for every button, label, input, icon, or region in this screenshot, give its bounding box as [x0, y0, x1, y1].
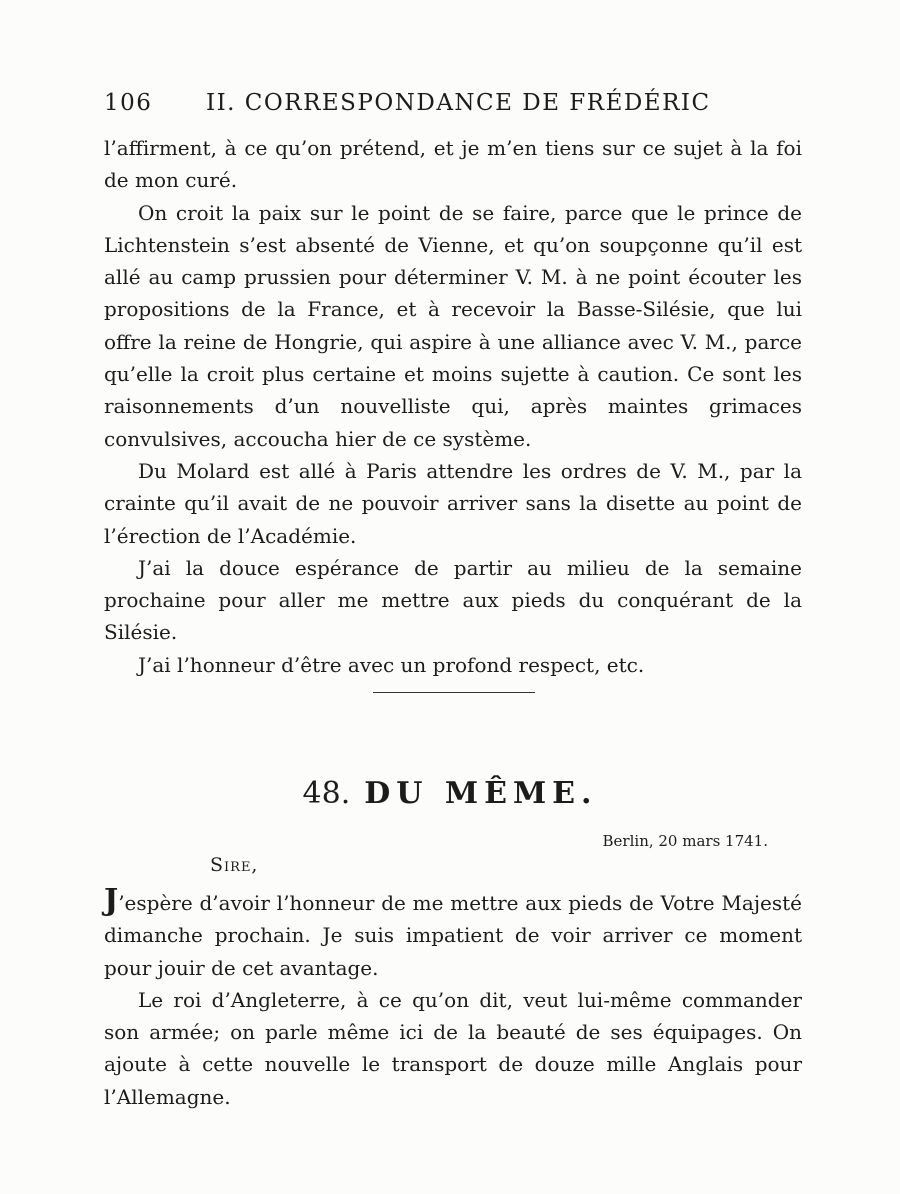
paragraph: J’ai la douce espérance de partir au milieu de la semaine prochaine pour aller me mettre aux pieds du conquérant de la Silésie.	[104, 555, 802, 645]
first-paragraph-text: ’espère d’avoir l’honneur de me mettre aux pieds de Votre Majesté dimanche prochain. Je suis impatient de voir arriver ce moment pour jouir de cet avantage.	[104, 891, 802, 980]
letter-heading	[0, 776, 900, 811]
section-divider	[373, 692, 535, 693]
running-title: II. CORRESPONDANCE DE FRÉDÉRIC	[206, 90, 711, 116]
paragraph: l’affirment, à ce qu’on prétend, et je m’en tiens sur ce sujet à la foi de mon curé.	[104, 136, 802, 193]
letter-text	[104, 883, 802, 1113]
paragraph: Le roi d’Angleterre, à ce qu’on dit, veut lui-même commander son armée; on parle même ici de la beauté de ses équipages. On ajoute à cette nouvelle le transport de douze mille Anglais pour l’Allemagne.	[104, 987, 802, 1109]
first-paragraph	[104, 883, 802, 984]
paragraph: On croit la paix sur le point de se faire, parce que le prince de Lichtenstein s’est absenté de Vienne, et qu’on soupçonne qu’il est allé au camp prussien pour déterminer V. M. à ne point écouter les propositions de la France, et à recevoir la Basse-Silésie, que lui offre la reine de Hongrie, qui aspire à une alliance avec V. M., parce qu’elle la croit plus certaine et moins sujette à caution. Ce sont les raisonnements d’un nouvelliste qui, après maintes grimaces convulsives, accoucha hier de ce système.	[104, 200, 802, 451]
closing-line: J’ai l’honneur d’être avec un profond respect, etc.	[138, 652, 645, 677]
salutation: Sire,	[210, 854, 259, 876]
page-number: 106	[104, 90, 153, 116]
dateline: Berlin, 20 mars 1741.	[602, 832, 768, 850]
letter-title: DU MÊME.	[364, 776, 598, 811]
letter-number: 48.	[302, 776, 351, 811]
paragraph: Du Molard est allé à Paris attendre les ordres de V. M., par la crainte qu’il avait de ne pouvoir arriver sans la disette au point de l’érection de l’Académie.	[104, 458, 802, 548]
previous-letter-text	[104, 132, 802, 681]
drop-cap: J	[104, 883, 119, 918]
